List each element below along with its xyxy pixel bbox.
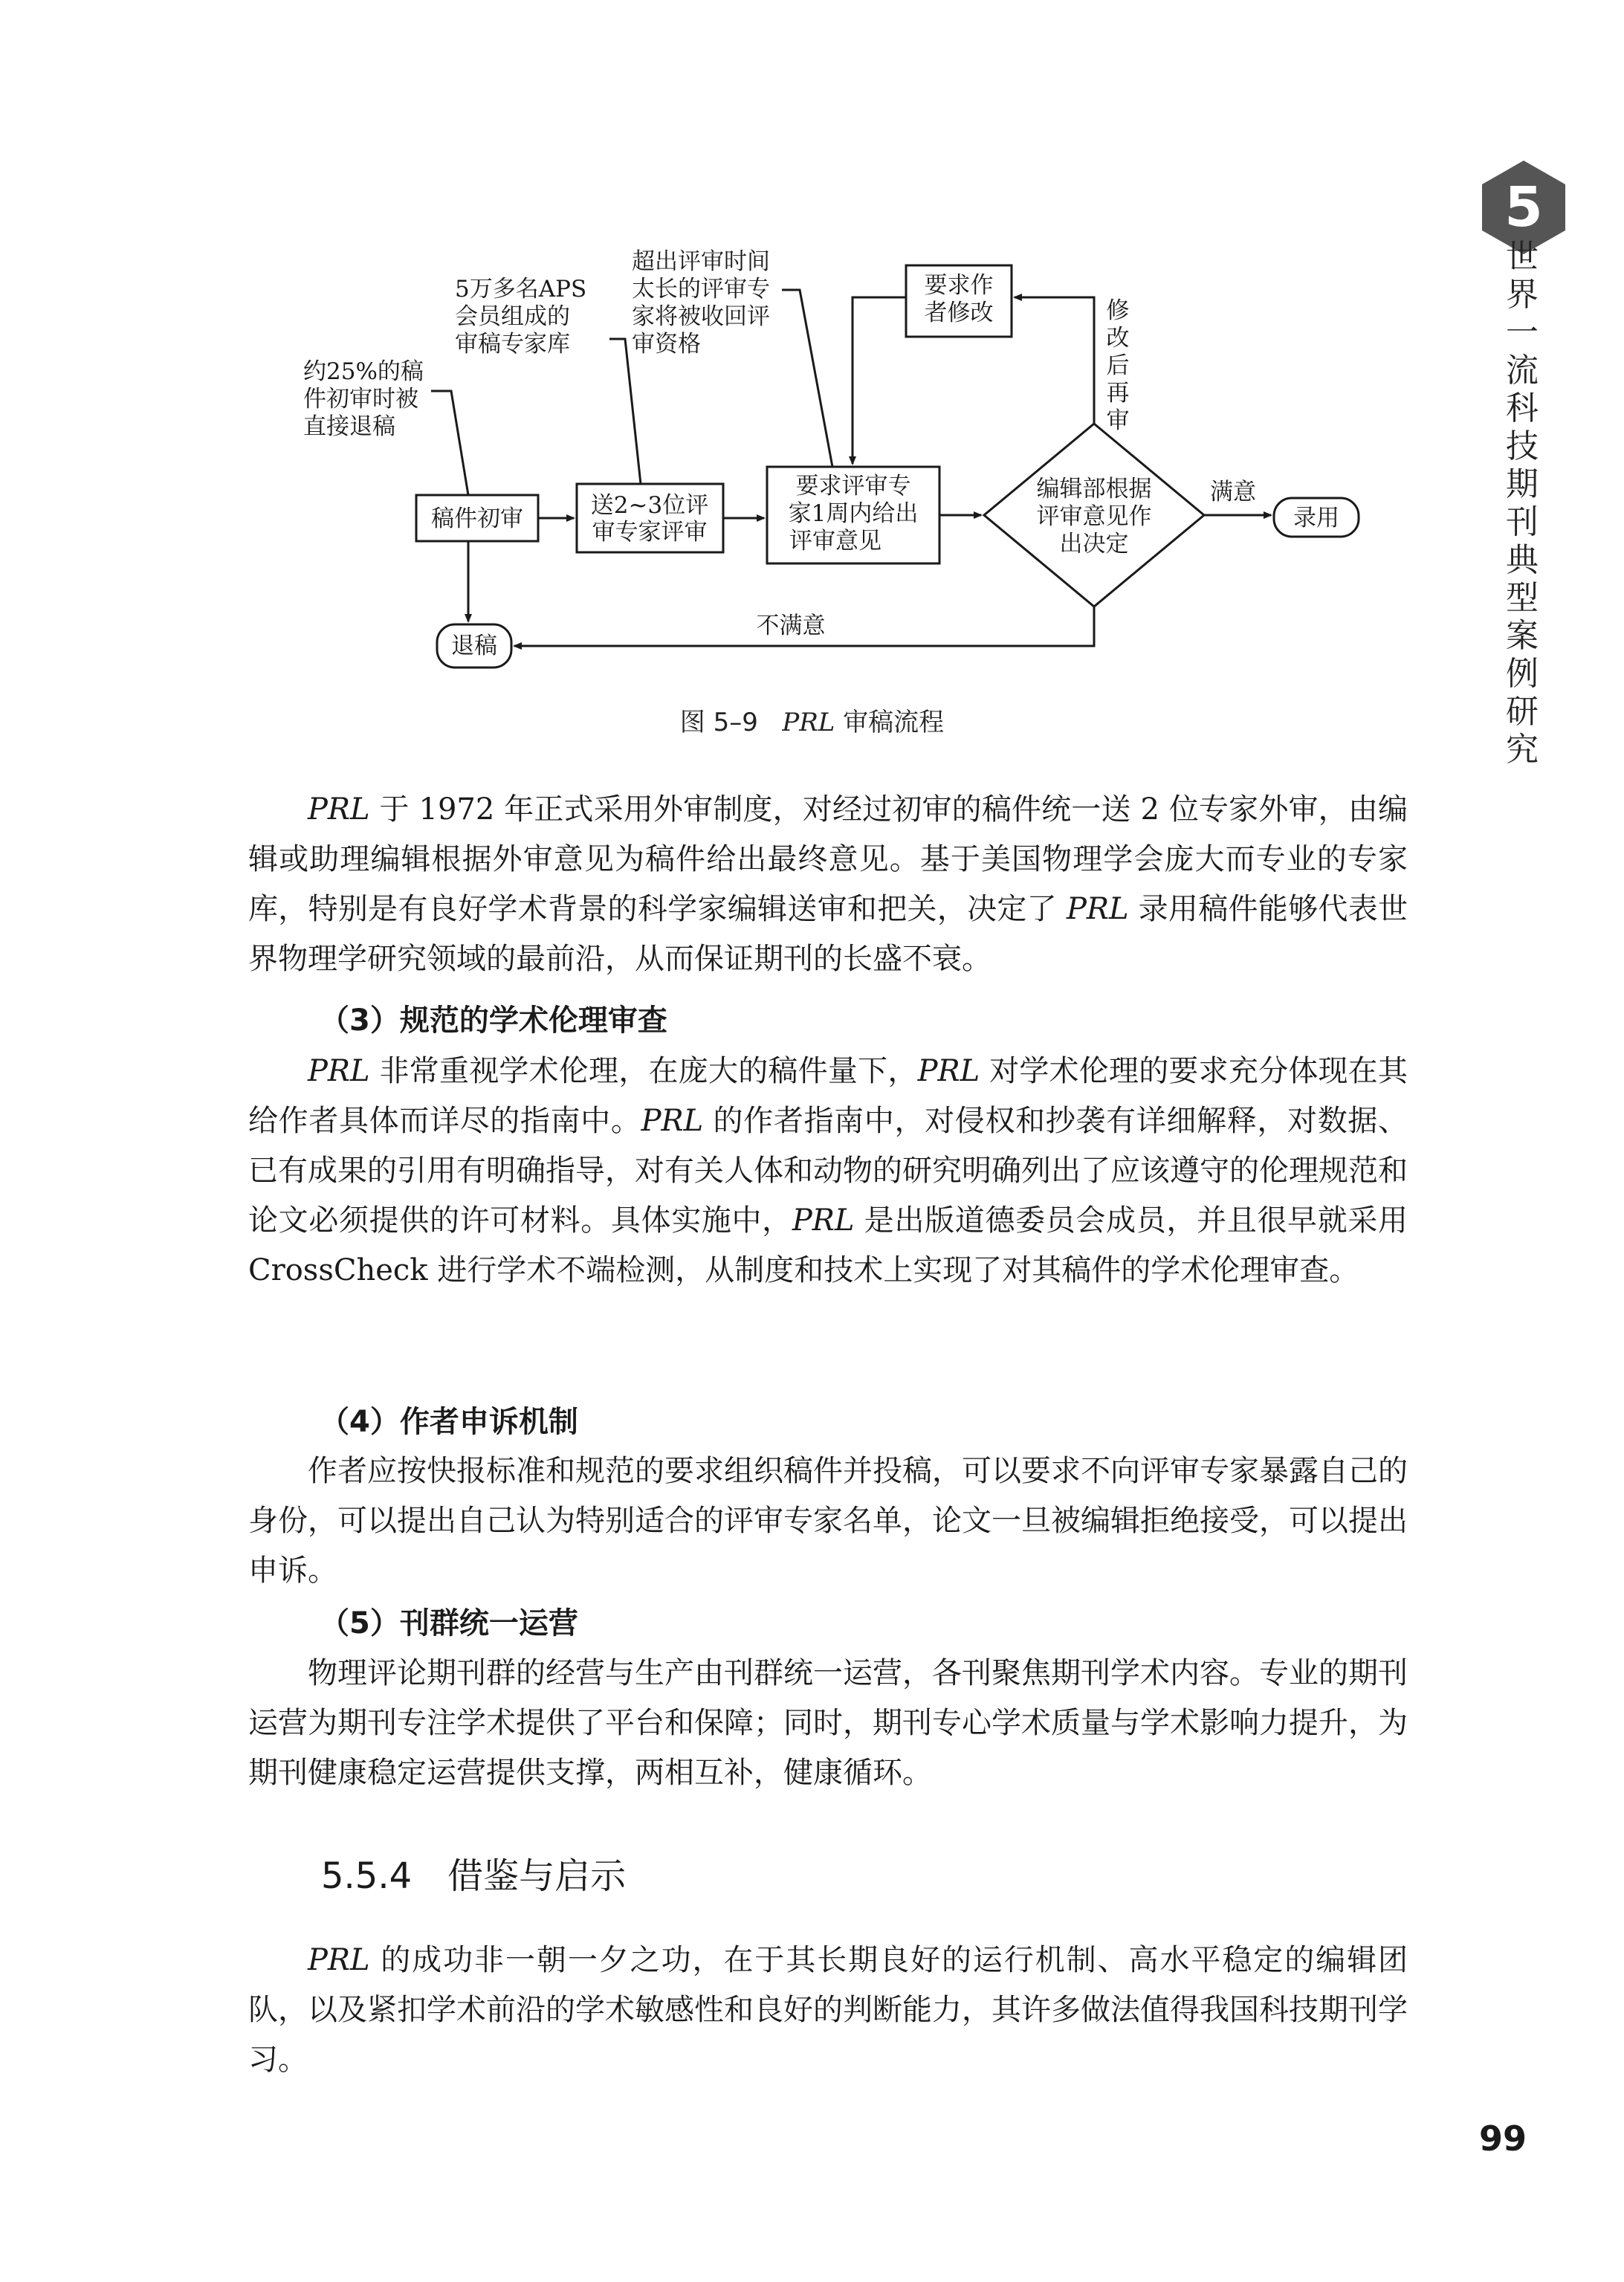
paragraph-3: 作者应按快报标准和规范的要求组织稿件并投稿，可以要求不向评审专家暴露自己的身份，可以提出自己认为特别适合的评审专家名单，论文一旦被编辑拒绝接受，可以提出申诉。 (248, 1454, 1408, 1588)
require-review-label-2: 家1周内给出 (788, 500, 919, 527)
heading-3: （3）规范的学术伦理审查 (320, 1003, 667, 1038)
accept-label: 录用 (1293, 505, 1339, 531)
page-number: 99 (1479, 2118, 1527, 2159)
reject-rate-note-3: 直接退稿 (303, 413, 395, 440)
chapter-side-title: 世界一流科技期刊典型案例研究 (1506, 238, 1539, 769)
overtime-note-2: 太长的评审专 (632, 276, 770, 303)
paragraph-4: 物理评论期刊群的经营与生产由刊群统一运营，各刊聚焦期刊学术内容。专业的期刊运营为期刊专注学术提供了平台和保障；同时，期刊专心学术质量与学术影响力提升，为期刊健康稳定运营提供支撑，两相互补，健康循环。 (248, 1656, 1408, 1790)
reject-rate-note-1: 约25%的稿 (303, 358, 424, 385)
section-title: 5.5.4 借鉴与启示 (321, 1855, 627, 1897)
reject-rate-note-2: 件初审时被 (303, 386, 418, 413)
author-revise-label-2: 者修改 (924, 300, 994, 326)
decision-label-1: 编辑部根据 (1036, 476, 1152, 502)
require-review-label-3: 评审意见 (789, 528, 881, 555)
heading-4: （4）作者申诉机制 (320, 1405, 578, 1439)
overtime-note-3: 家将被收回评 (632, 303, 770, 330)
decision-label-2: 评审意见作 (1036, 503, 1152, 530)
author-revise-label-1: 要求作 (924, 272, 994, 299)
send-experts-label-2: 审专家评审 (592, 519, 708, 546)
require-review-label-1: 要求评审专 (795, 473, 911, 500)
review-flowchart (0, 0, 1624, 714)
pool-note-1: 5万多名APS (455, 276, 587, 303)
decision-label-3: 出决定 (1059, 531, 1129, 557)
resubmit-char-1: 修 (1106, 297, 1130, 324)
overtime-note-4: 审资格 (632, 331, 701, 358)
paragraph-1: PRL 于 1972 年正式采用外审制度，对经过初审的稿件统一送 2 位专家外审，由编辑或助理编辑根据外审意见为稿件给出最终意见。基于美国物理学会庞大而专业的专家库，特别是有良好学术背景的科学家编辑送审和把关，决定了 PRL 录用稿件能够代表世界物理学研究领域的最前沿，从而保证期刊的长盛不衰。 (248, 792, 1408, 976)
initial-review-label: 稿件初审 (431, 505, 523, 532)
unsatisfied-label: 不满意 (756, 612, 826, 639)
resubmit-char-4: 再 (1106, 380, 1130, 407)
resubmit-char-2: 改 (1106, 325, 1130, 352)
pool-note-2: 会员组成的 (455, 303, 570, 330)
resubmit-char-3: 后 (1106, 352, 1130, 379)
overtime-note-1: 超出评审时间 (632, 248, 770, 275)
resubmit-char-5: 审 (1106, 407, 1130, 434)
send-experts-label-1: 送2~3位评 (590, 492, 709, 519)
heading-5: （5）刊群统一运营 (320, 1606, 578, 1641)
reject-label: 退稿 (451, 633, 497, 659)
paragraph-5: PRL 的成功非一朝一夕之功，在于其长期良好的运行机制、高水平稳定的编辑团队，以及紧扣学术前沿的学术敏感性和良好的判断能力，其许多做法值得我国科技期刊学习。 (248, 1943, 1408, 2077)
paragraph-2: PRL 非常重视学术伦理，在庞大的稿件量下，PRL 对学术伦理的要求充分体现在其给作者具体而详尽的指南中。PRL 的作者指南中，对侵权和抄袭有详细解释，对数据、已有成果的引用有明确指导，对有关人体和动物的研究明确列出了应该遵守的伦理规范和论文必须提供的许可材料。具体实施中，PRL 是出版道德委员会成员，并且很早就采用 CrossCheck 进行学术不端检测，从制度和技术上实现了对其稿件的学术伦理审查。 (248, 1054, 1408, 1287)
figure-caption: 图 5–9 PRL 审稿流程 (679, 708, 945, 737)
satisfied-label: 满意 (1210, 479, 1256, 505)
pool-note-3: 审稿专家库 (455, 331, 570, 358)
chapter-number: 5 (1504, 175, 1543, 239)
